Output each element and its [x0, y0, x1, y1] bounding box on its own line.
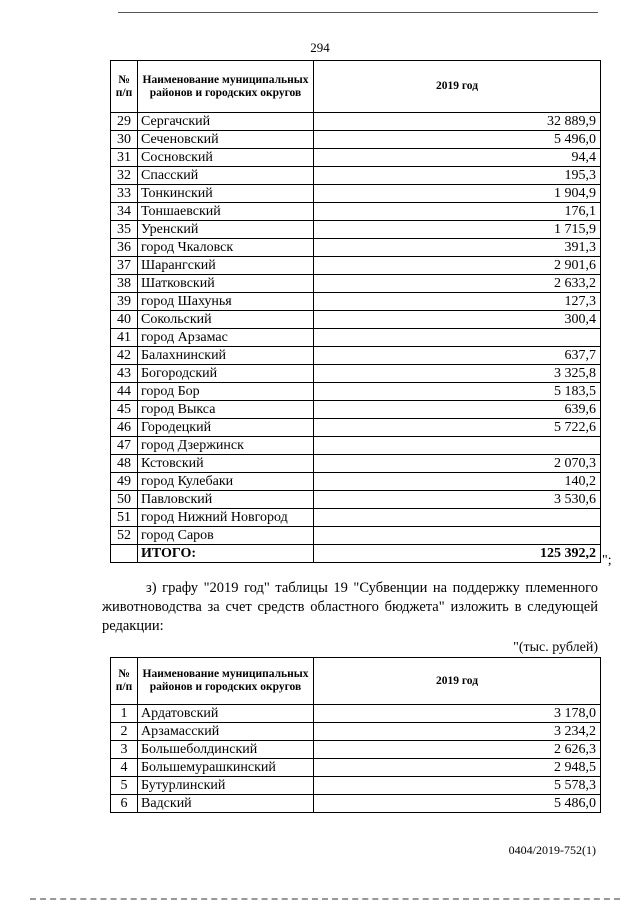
row-name: город Дзержинск: [138, 437, 314, 455]
closing-quote: ";: [602, 553, 612, 568]
row-number: 41: [111, 329, 138, 347]
row-value: [314, 509, 601, 527]
row-value: 127,3: [314, 293, 601, 311]
table-header-row: [111, 61, 601, 113]
row-name: город Нижний Новгород: [138, 509, 314, 527]
row-number: 51: [111, 509, 138, 527]
row-number: 33: [111, 185, 138, 203]
row-value: 195,3: [314, 167, 601, 185]
row-value: 2 626,3: [314, 741, 601, 759]
breeding-subsidy-table: [110, 657, 601, 813]
table-row: [111, 777, 601, 795]
row-value: 5 496,0: [314, 131, 601, 149]
row-name: город Шахунья: [138, 293, 314, 311]
row-value: 5 722,6: [314, 419, 601, 437]
row-value: 3 530,6: [314, 491, 601, 509]
top-rule: [118, 12, 598, 13]
row-value: 2 901,6: [314, 257, 601, 275]
table-row: [111, 239, 601, 257]
row-name: Бутурлинский: [138, 777, 314, 795]
row-name: Шатковский: [138, 275, 314, 293]
table-row: [111, 221, 601, 239]
row-number: 36: [111, 239, 138, 257]
table-row: [111, 705, 601, 723]
header-year: 2019 год: [314, 61, 601, 113]
row-value: 639,6: [314, 401, 601, 419]
table-row: [111, 203, 601, 221]
header-num: № п/п: [111, 658, 138, 705]
row-value: [314, 437, 601, 455]
row-name: Большеболдинский: [138, 741, 314, 759]
unit-label: "(тыс. рублей): [513, 640, 598, 655]
total-num-cell: [111, 545, 138, 563]
row-number: 43: [111, 365, 138, 383]
row-number: 35: [111, 221, 138, 239]
table-row: [111, 131, 601, 149]
row-value: 3 178,0: [314, 705, 601, 723]
row-name: город Кулебаки: [138, 473, 314, 491]
table-row: [111, 329, 601, 347]
row-name: Большемурашкинский: [138, 759, 314, 777]
row-name: Павловский: [138, 491, 314, 509]
row-number: 50: [111, 491, 138, 509]
row-number: 6: [111, 795, 138, 813]
row-name: Спасский: [138, 167, 314, 185]
row-number: 3: [111, 741, 138, 759]
row-name: Сергачский: [138, 113, 314, 131]
row-number: 5: [111, 777, 138, 795]
table-row: [111, 257, 601, 275]
row-name: Уренский: [138, 221, 314, 239]
table-row: [111, 293, 601, 311]
row-value: [314, 527, 601, 545]
row-name: город Саров: [138, 527, 314, 545]
table-row: [111, 311, 601, 329]
row-name: Балахнинский: [138, 347, 314, 365]
row-name: Арзамасский: [138, 723, 314, 741]
row-name: Кстовский: [138, 455, 314, 473]
row-value: 5 183,5: [314, 383, 601, 401]
row-name: Вадский: [138, 795, 314, 813]
table-row: [111, 383, 601, 401]
row-number: 44: [111, 383, 138, 401]
row-value: 5 578,3: [314, 777, 601, 795]
table-row: [111, 527, 601, 545]
row-value: [314, 329, 601, 347]
header-year: 2019 год: [314, 658, 601, 705]
table-row: [111, 113, 601, 131]
table-row: [111, 167, 601, 185]
table-row: [111, 491, 601, 509]
row-number: 42: [111, 347, 138, 365]
row-number: 34: [111, 203, 138, 221]
row-number: 45: [111, 401, 138, 419]
table-row: [111, 509, 601, 527]
row-number: 29: [111, 113, 138, 131]
row-number: 37: [111, 257, 138, 275]
row-number: 32: [111, 167, 138, 185]
row-name: город Чкаловск: [138, 239, 314, 257]
table-row: [111, 419, 601, 437]
table-row: [111, 347, 601, 365]
row-name: город Арзамас: [138, 329, 314, 347]
row-number: 48: [111, 455, 138, 473]
row-name: Сосновский: [138, 149, 314, 167]
row-number: 47: [111, 437, 138, 455]
amendment-paragraph: з) графу "2019 год" таблицы 19 "Субвенции на поддержку племенного животноводства за счет средств областного бюджета" изложить в следующей редакции:: [102, 580, 598, 634]
row-name: Сокольский: [138, 311, 314, 329]
table-row: [111, 741, 601, 759]
header-name: Наименование муниципальных районов и городских округов: [138, 658, 314, 705]
row-name: Тоншаевский: [138, 203, 314, 221]
row-name: город Выкса: [138, 401, 314, 419]
row-value: 300,4: [314, 311, 601, 329]
row-number: 39: [111, 293, 138, 311]
row-number: 46: [111, 419, 138, 437]
table-row: [111, 149, 601, 167]
row-number: 49: [111, 473, 138, 491]
row-number: 31: [111, 149, 138, 167]
row-value: 637,7: [314, 347, 601, 365]
table-header-row: [111, 658, 601, 705]
table-row: [111, 473, 601, 491]
table-row: [111, 455, 601, 473]
row-value: 176,1: [314, 203, 601, 221]
row-number: 1: [111, 705, 138, 723]
row-value: 1 715,9: [314, 221, 601, 239]
row-number: 52: [111, 527, 138, 545]
header-name: Наименование муниципальных районов и городских округов: [138, 61, 314, 113]
total-row: [111, 545, 601, 563]
row-number: 38: [111, 275, 138, 293]
document-code: 0404/2019-752(1): [508, 843, 596, 857]
row-number: 2: [111, 723, 138, 741]
total-value: 125 392,2: [314, 545, 601, 563]
row-name: город Бор: [138, 383, 314, 401]
row-name: Шарангский: [138, 257, 314, 275]
table-row: [111, 185, 601, 203]
row-value: 3 234,2: [314, 723, 601, 741]
subsidy-table-continued: [110, 60, 601, 563]
row-value: 140,2: [314, 473, 601, 491]
row-name: Сеченовский: [138, 131, 314, 149]
table-row: [111, 401, 601, 419]
row-value: 1 904,9: [314, 185, 601, 203]
row-number: 30: [111, 131, 138, 149]
row-name: Богородский: [138, 365, 314, 383]
page-number: 294: [310, 40, 330, 55]
bottom-rule: [30, 898, 620, 900]
row-value: 2 948,5: [314, 759, 601, 777]
row-number: 40: [111, 311, 138, 329]
row-name: Ардатовский: [138, 705, 314, 723]
row-value: 5 486,0: [314, 795, 601, 813]
table-row: [111, 795, 601, 813]
table-row: [111, 365, 601, 383]
row-value: 2 070,3: [314, 455, 601, 473]
table-row: [111, 275, 601, 293]
table-row: [111, 723, 601, 741]
row-value: 391,3: [314, 239, 601, 257]
row-value: 3 325,8: [314, 365, 601, 383]
table-row: [111, 437, 601, 455]
row-value: 32 889,9: [314, 113, 601, 131]
row-number: 4: [111, 759, 138, 777]
row-name: Тонкинский: [138, 185, 314, 203]
total-label: ИТОГО:: [138, 545, 314, 563]
row-value: 94,4: [314, 149, 601, 167]
row-value: 2 633,2: [314, 275, 601, 293]
header-num: № п/п: [111, 61, 138, 113]
table-row: [111, 759, 601, 777]
row-name: Городецкий: [138, 419, 314, 437]
